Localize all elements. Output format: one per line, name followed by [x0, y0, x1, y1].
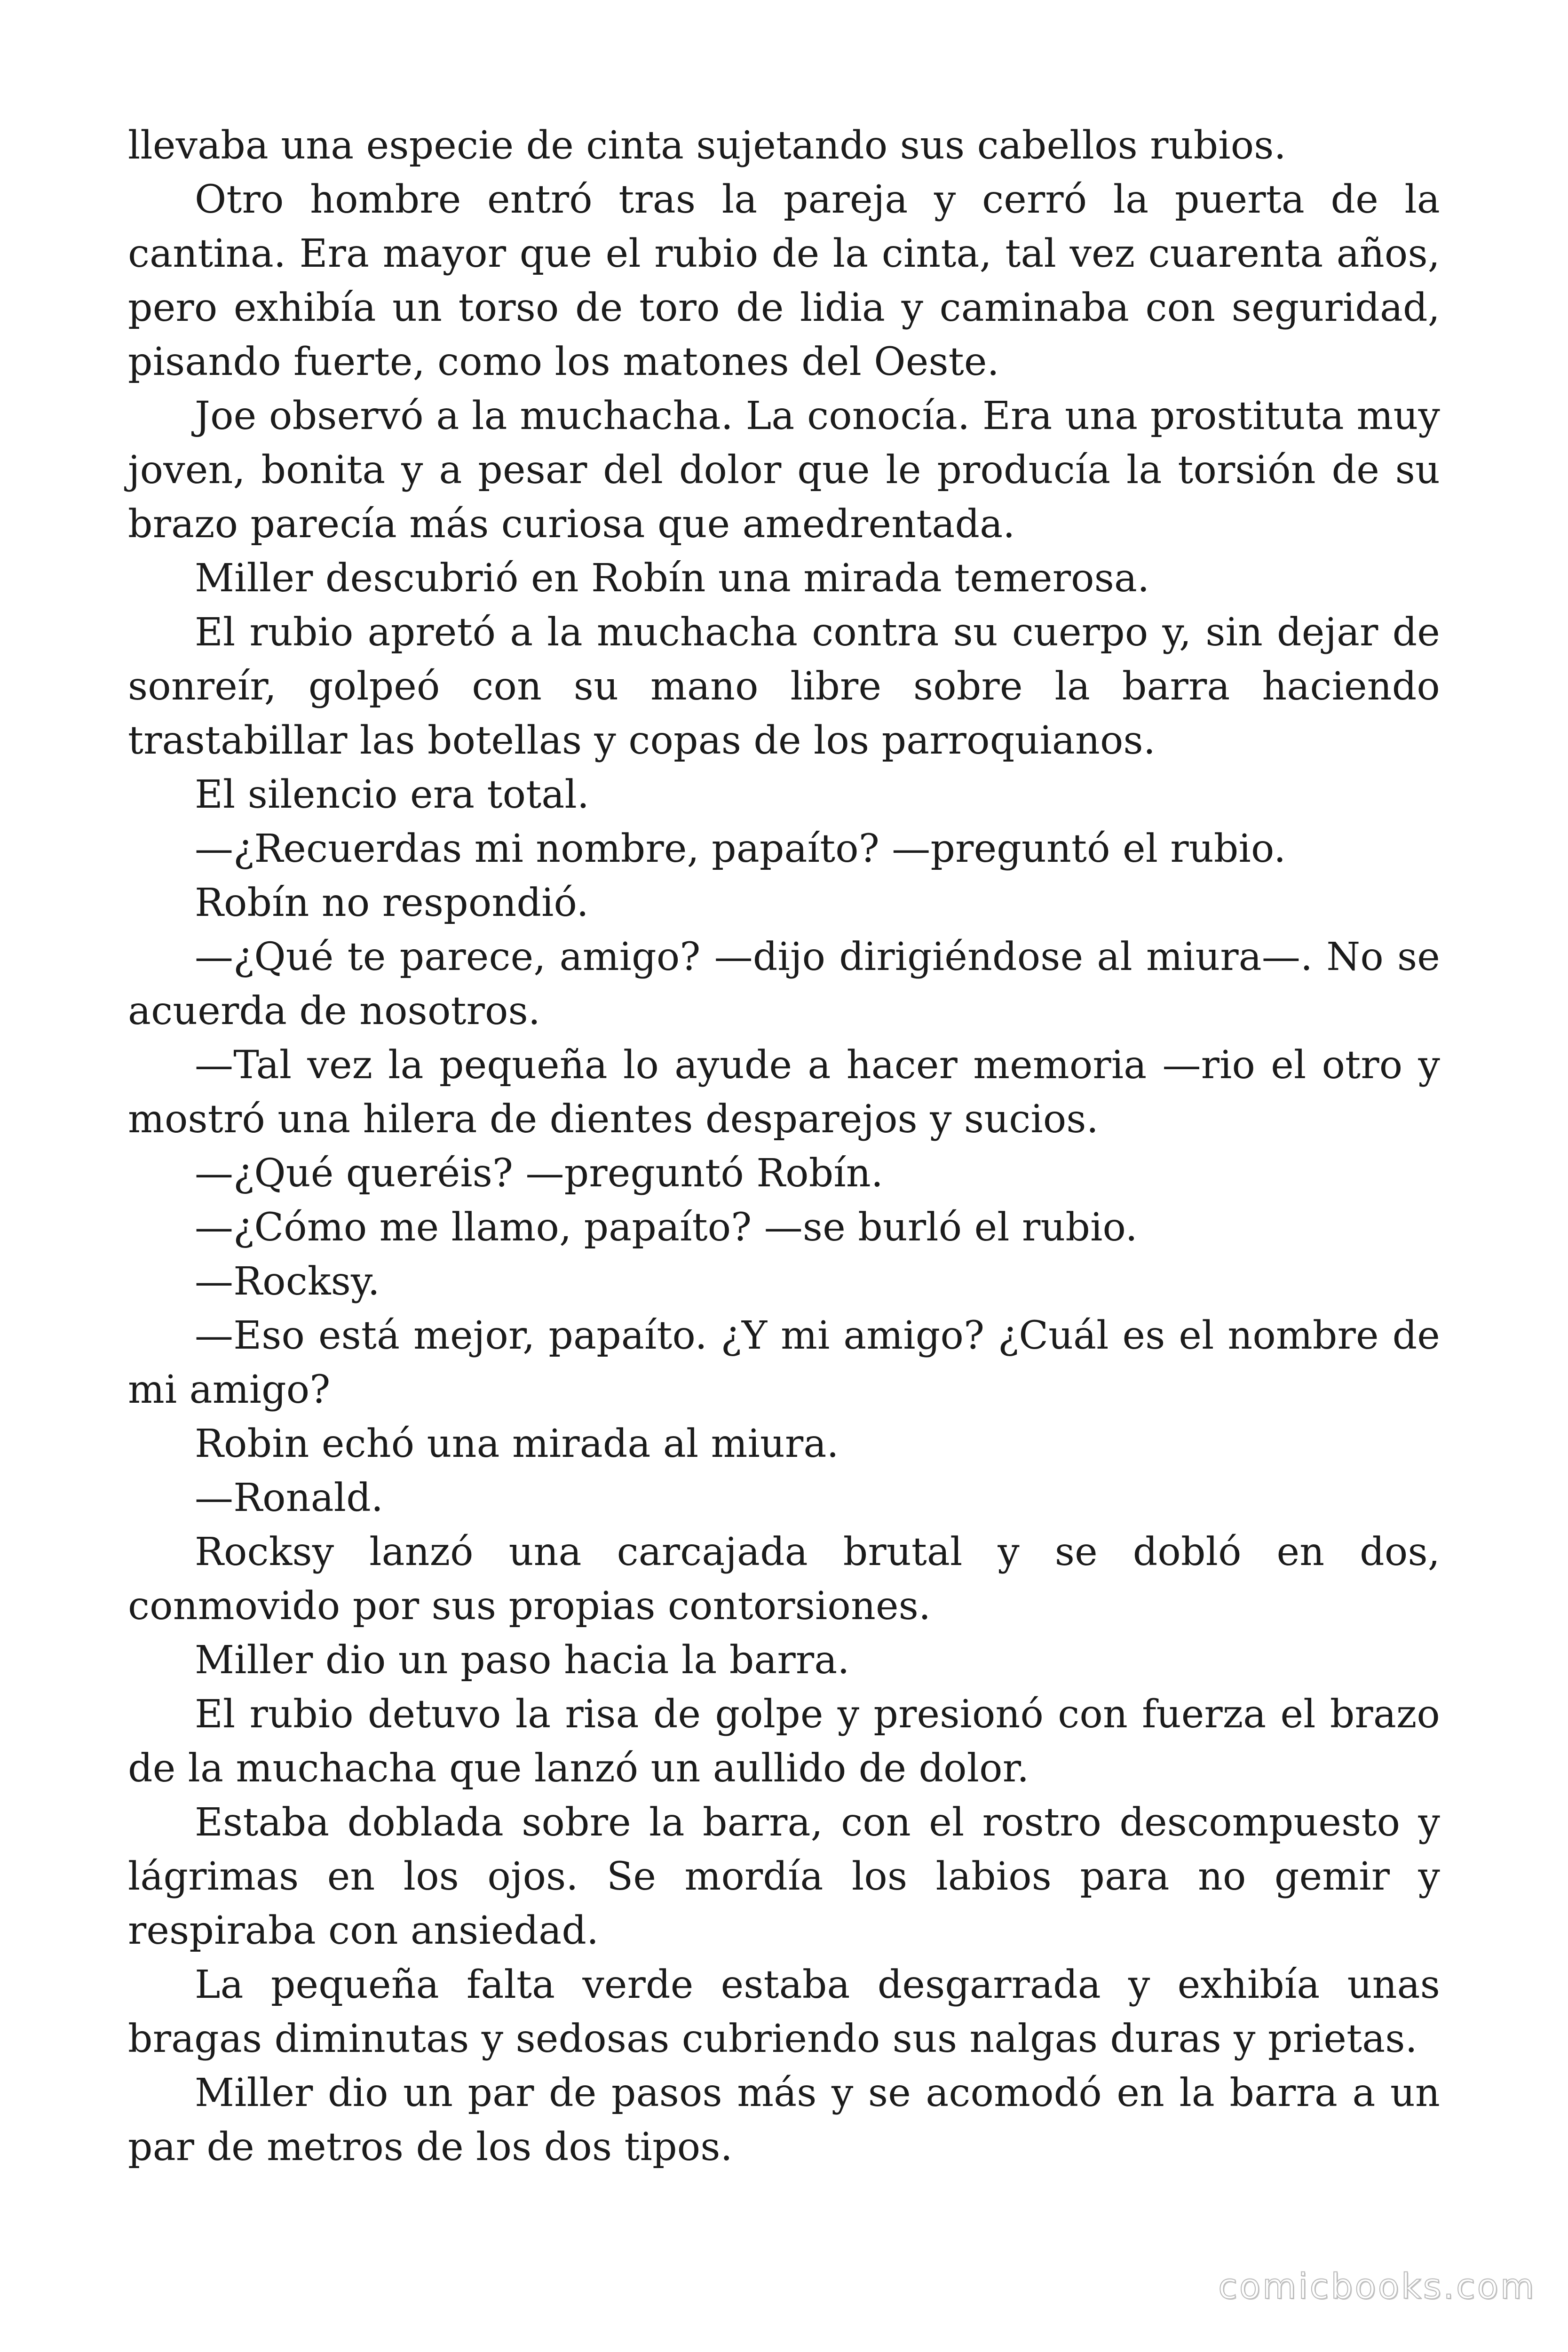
dialogue-line: —Eso está mejor, papaíto. ¿Y mi amigo? ¿Cuál es el nombre de mi amigo? — [128, 1313, 1440, 1412]
paragraph-continuation: llevaba una especie de cinta sujetando sus cabellos rubios. — [128, 123, 1286, 168]
dialogue-line: —¿Cómo me llamo, papaíto? —se burló el rubio. — [195, 1205, 1138, 1250]
paragraph: El silencio era total. — [195, 772, 590, 817]
paragraph: La pequeña falta verde estaba desgarrada y exhibía unas bragas diminutas y sedosas cubriendo sus nalgas duras y prietas. — [128, 1963, 1440, 2061]
paragraph: Miller dio un par de pasos más y se acomodó en la barra a un par de metros de los dos tipos. — [128, 2071, 1440, 2169]
paragraph: Otro hombre entró tras la pareja y cerró la puerta de la cantina. Era mayor que el rubio de la cinta, tal vez cuarenta años, pero exhibía un torso de toro de lidia y caminaba con seguridad, pisando fuerte, como los matones del Oeste. — [128, 177, 1440, 384]
dialogue-line: —¿Recuerdas mi nombre, papaíto? —preguntó el rubio. — [195, 826, 1286, 871]
paragraph: Robín no respondió. — [195, 881, 589, 925]
paragraph: El rubio apretó a la muchacha contra su cuerpo y, sin dejar de sonreír, golpeó con su mano libre sobre la barra haciendo trastabillar las botellas y copas de los parroquianos. — [128, 610, 1440, 763]
paragraph: Robin echó una mirada al miura. — [195, 1422, 839, 1466]
watermark: comicbooks.com — [1218, 2266, 1536, 2307]
dialogue-line: —Ronald. — [195, 1476, 384, 1520]
paragraph: Joe observó a la muchacha. La conocía. Era una prostituta muy joven, bonita y a pesar del dolor que le producía la torsión de su brazo parecía más curiosa que amedrentada. — [128, 394, 1440, 547]
paragraph: Estaba doblada sobre la barra, con el rostro descompuesto y lágrimas en los ojos. Se mordía los labios para no gemir y respiraba con ansiedad. — [128, 1800, 1440, 1953]
dialogue-line: —Tal vez la pequeña lo ayude a hacer memoria —rio el otro y mostró una hilera de dientes desparejos y sucios. — [128, 1043, 1440, 1142]
paragraph: Miller descubrió en Robín una mirada temerosa. — [195, 556, 1150, 601]
dialogue-line: —¿Qué te parece, amigo? —dijo dirigiéndose al miura—. No se acuerda de nosotros. — [128, 935, 1440, 1033]
page-text — [128, 119, 1440, 2174]
paragraph: El rubio detuvo la risa de golpe y presionó con fuerza el brazo de la muchacha que lanzó un aullido de dolor. — [128, 1692, 1440, 1791]
paragraph: Miller dio un paso hacia la barra. — [195, 1638, 850, 1683]
dialogue-line: —¿Qué queréis? —preguntó Robín. — [195, 1151, 884, 1196]
dialogue-line: —Rocksy. — [195, 1259, 380, 1304]
paragraph: Rocksy lanzó una carcajada brutal y se dobló en dos, conmovido por sus propias contorsiones. — [128, 1530, 1440, 1629]
